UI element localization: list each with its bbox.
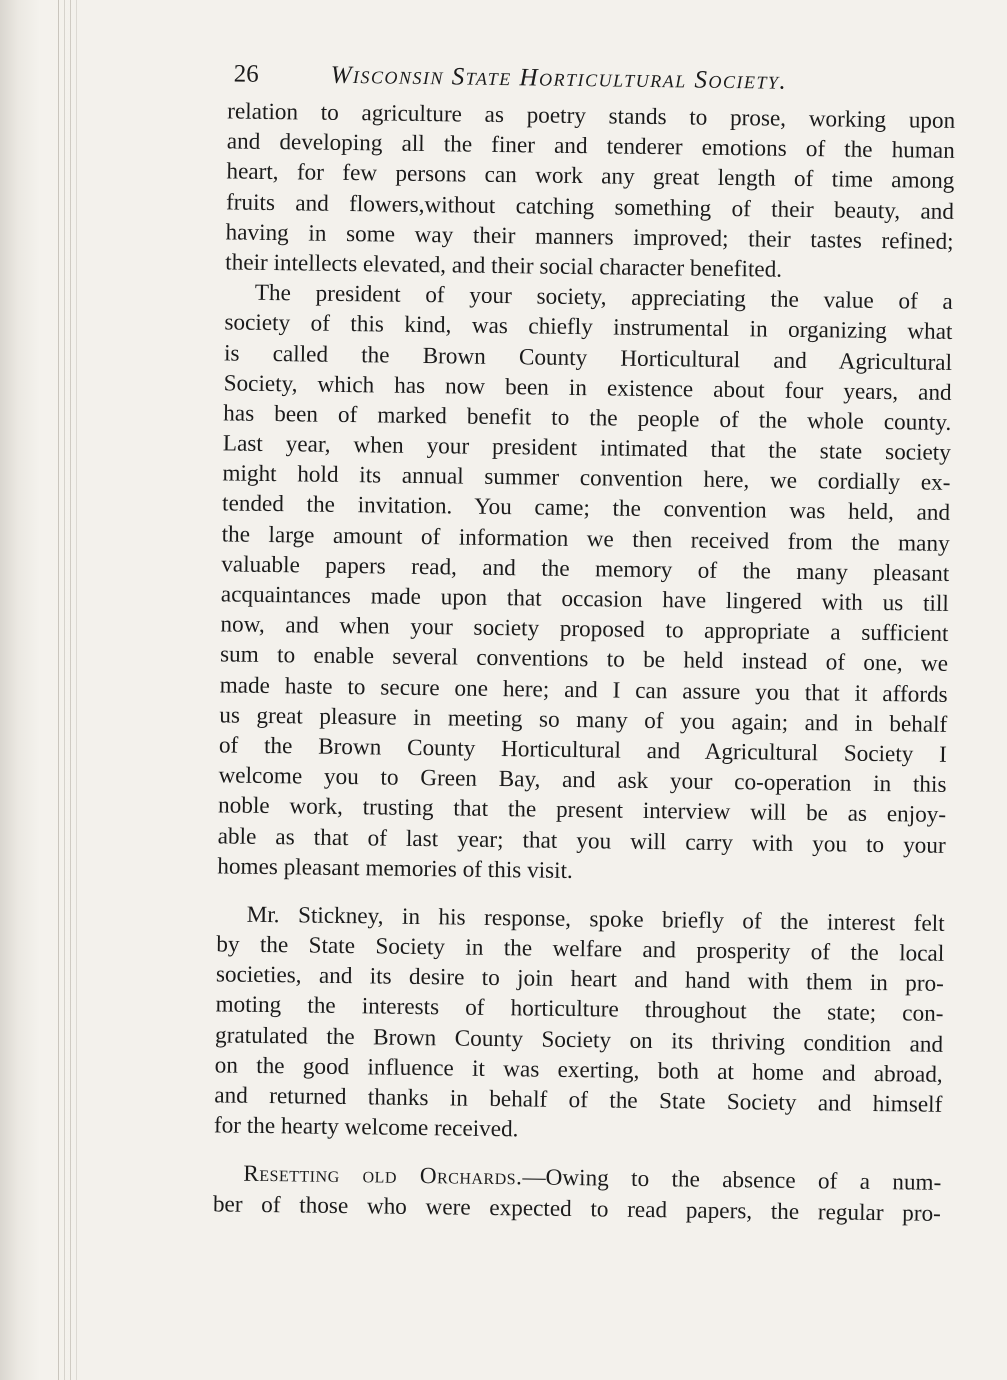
- text-line: societies, and its desire to join heart and hand with them in pro-: [215, 961, 945, 998]
- text-line: has been of marked benefit to the people of the whole county.: [223, 400, 952, 436]
- text-line: by the State Society in the welfare and prosperity of the local: [216, 931, 945, 967]
- text-line: of the Brown County Horticultural and Agricultural Society I: [218, 732, 948, 768]
- text-line: made haste to secure one here; and I can assure you that it affords: [219, 671, 948, 708]
- text-line: noble work, trusting that the present interview will be as enjoy-: [217, 792, 947, 829]
- text-line: moting the interests of horticulture throughout the state; con-: [215, 991, 944, 1028]
- gutter-line: [64, 0, 65, 1380]
- text-line: gratulated the Brown County Society on its thriving condition and: [214, 1021, 944, 1058]
- gutter-line: [76, 0, 77, 1380]
- text-line: having in some way their manners improved; their tastes refined;: [225, 219, 954, 255]
- text-line: and developing all the finer and tenderer emotions of the human: [226, 128, 955, 165]
- text-line: and returned thanks in behalf of the State Society and himself: [214, 1082, 943, 1118]
- text-line: homes pleasant memories of this visit.: [217, 853, 573, 884]
- text-line: The president of your society, appreciating the value of a: [254, 279, 953, 316]
- running-title: Wisconsin State Horticultural Society.: [330, 61, 788, 95]
- text-line: is called the Brown County Horticultural and Agricultural: [223, 339, 953, 376]
- text-line: now, and when your society proposed to appropriate a sufficient: [220, 611, 949, 648]
- gutter-line: [58, 0, 59, 1380]
- text-line: Last year, when your president intimated that the state society: [222, 430, 951, 466]
- gutter-line: [70, 0, 71, 1380]
- text-line: sum to enable several conventions to be held instead of one, we: [219, 641, 949, 678]
- text-line: us great pleasure in meeting so many of you again; and in behalf: [219, 702, 948, 738]
- text-line: welcome you to Green Bay, and ask your co-operation in this: [218, 762, 947, 799]
- text-line: for the hearty welcome received.: [213, 1112, 519, 1143]
- book-gutter: [0, 0, 84, 1380]
- text-line: relation to agriculture as poetry stands to prose, working upon: [227, 98, 956, 134]
- text-line: their intellects elevated, and their social character benefited.: [225, 249, 783, 283]
- text-line: might hold its annual summer convention here, we cordially ex-: [222, 460, 951, 497]
- text-line: able as that of last year; that you will carry with you to your: [217, 822, 946, 859]
- text-line: Society, which has now been in existence about four years, and: [223, 370, 952, 406]
- body-text: [181, 96, 956, 1229]
- text-line: heart, for few persons can work any great length of time among: [226, 158, 955, 195]
- text-line: fruits and flowers,without catching something of their beauty, and: [225, 188, 955, 225]
- heading-continuation: —Owing to the absence of a num-: [522, 1164, 942, 1197]
- text-line: ber of those who were expected to read papers, the regular pro-: [212, 1190, 942, 1227]
- text-line: tended the invitation. You came; the convention was held, and: [221, 490, 951, 527]
- text-line: on the good influence it was exerting, both at home and abroad,: [214, 1052, 943, 1088]
- section-heading: Resetting old Orchards.: [243, 1161, 523, 1191]
- text-line: the large amount of information we then received from the many: [221, 521, 950, 557]
- page-number: 26: [233, 60, 259, 88]
- book-page: [181, 52, 956, 1229]
- text-line: society of this kind, was chiefly instrumental in organizing what: [224, 309, 953, 346]
- text-line: Mr. Stickney, in his response, spoke briefly of the interest felt: [246, 901, 945, 937]
- paragraph-continuation: [225, 96, 955, 287]
- paragraph-resetting-orchards: [213, 1159, 942, 1229]
- paragraph-president: [217, 278, 953, 891]
- text-line: acquaintances made upon that occasion have lingered with us till: [220, 581, 950, 617]
- paragraph-stickney: [214, 899, 945, 1150]
- text-line: valuable papers read, and the memory of the many pleasant: [221, 551, 950, 587]
